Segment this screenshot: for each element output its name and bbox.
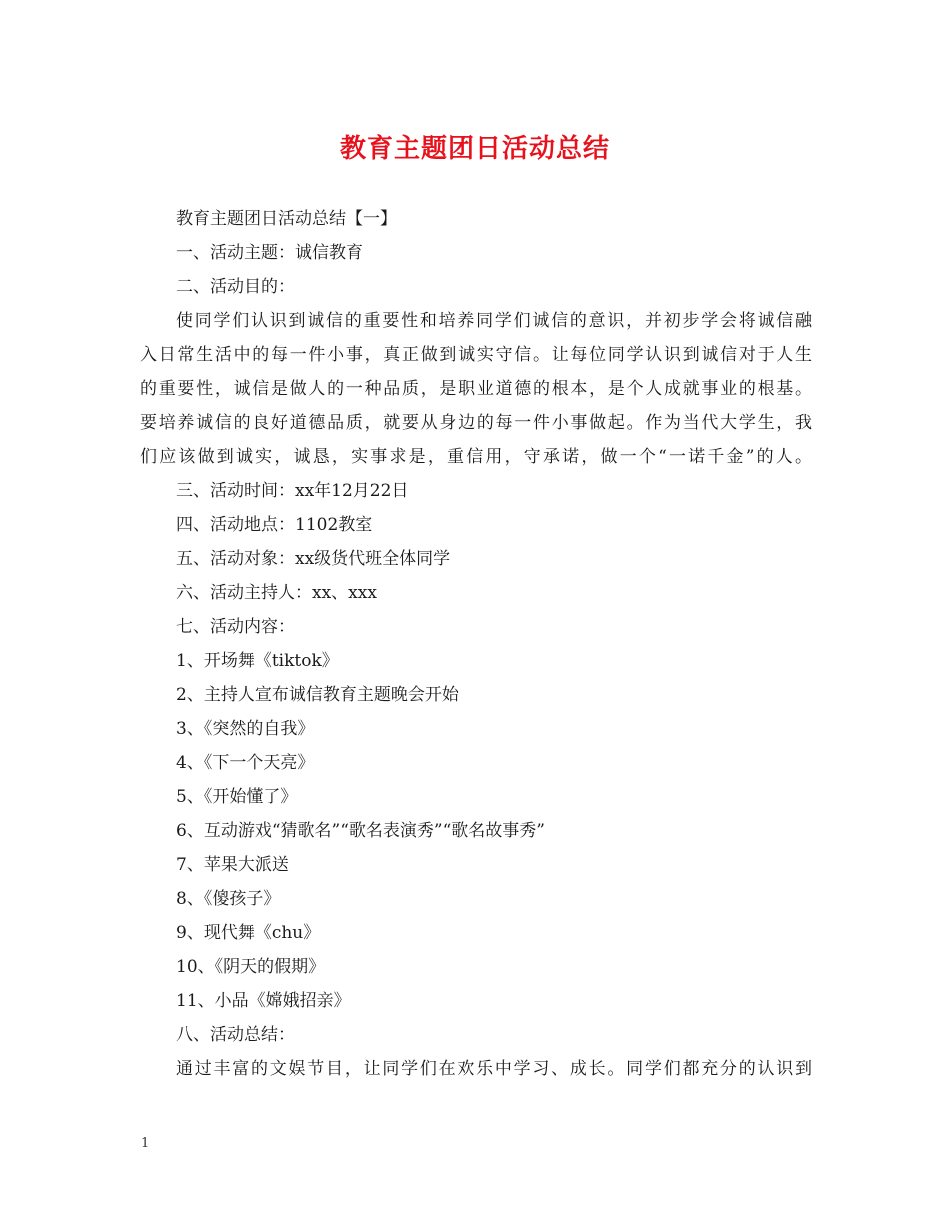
document-body: [140, 202, 812, 1086]
activity-theme: 一、活动主题：诚信教育: [176, 243, 363, 263]
program-item: 7、苹果大派送: [176, 855, 289, 875]
program-item: 1、开场舞《tiktok》: [176, 651, 339, 671]
section-heading: 教育主题团日活动总结【一】: [176, 209, 397, 229]
program-item: 9、现代舞《chu》: [176, 923, 321, 943]
purpose-paragraph-line: 的重要性，诚信是做人的一种品质，是职业道德的根本，是个人成就事业的根基。: [140, 379, 812, 399]
program-item: 8、《傻孩子》: [176, 889, 281, 909]
purpose-paragraph-line: 入日常生活中的每一件小事，真正做到诚实守信。让每位同学认识到诚信对于人生: [140, 345, 812, 365]
content-heading: 七、活动内容：: [176, 617, 295, 637]
document-title: 教育主题团日活动总结: [339, 134, 610, 164]
activity-location: 四、活动地点：1102教室: [176, 515, 373, 535]
summary-heading: 八、活动总结：: [176, 1025, 295, 1045]
purpose-heading: 二、活动目的：: [176, 277, 295, 297]
purpose-paragraph-line: 要培养诚信的良好道德品质，就要从身边的每一件小事做起。作为当代大学生，我: [140, 413, 812, 433]
page-number: 1: [141, 1136, 150, 1151]
program-item: 10、《阴天的假期》: [176, 957, 326, 977]
program-item: 11、小品《嫦娥招亲》: [176, 991, 351, 1011]
activity-audience: 五、活动对象：xx级货代班全体同学: [176, 549, 451, 569]
program-item: 3、《突然的自我》: [176, 719, 315, 739]
program-item: 5、《开始懂了》: [176, 787, 298, 807]
purpose-paragraph-line: 们应该做到诚实，诚恳，实事求是，重信用，守承诺，做一个“一诺千金”的人。: [140, 447, 812, 467]
activity-time: 三、活动时间：xx年12月22日: [176, 481, 409, 501]
summary-paragraph-line: 通过丰富的文娱节目，让同学们在欢乐中学习、成长。同学们都充分的认识到: [176, 1059, 812, 1079]
program-item: 2、主持人宣布诚信教育主题晚会开始: [176, 685, 459, 705]
activity-hosts: 六、活动主持人：xx、xxx: [176, 583, 377, 603]
program-item: 6、互动游戏“猜歌名”“歌名表演秀”“歌名故事秀”: [176, 821, 545, 841]
program-item: 4、《下一个天亮》: [176, 753, 315, 773]
purpose-paragraph-line: 使同学们认识到诚信的重要性和培养同学们诚信的意识，并初步学会将诚信融: [176, 311, 812, 331]
